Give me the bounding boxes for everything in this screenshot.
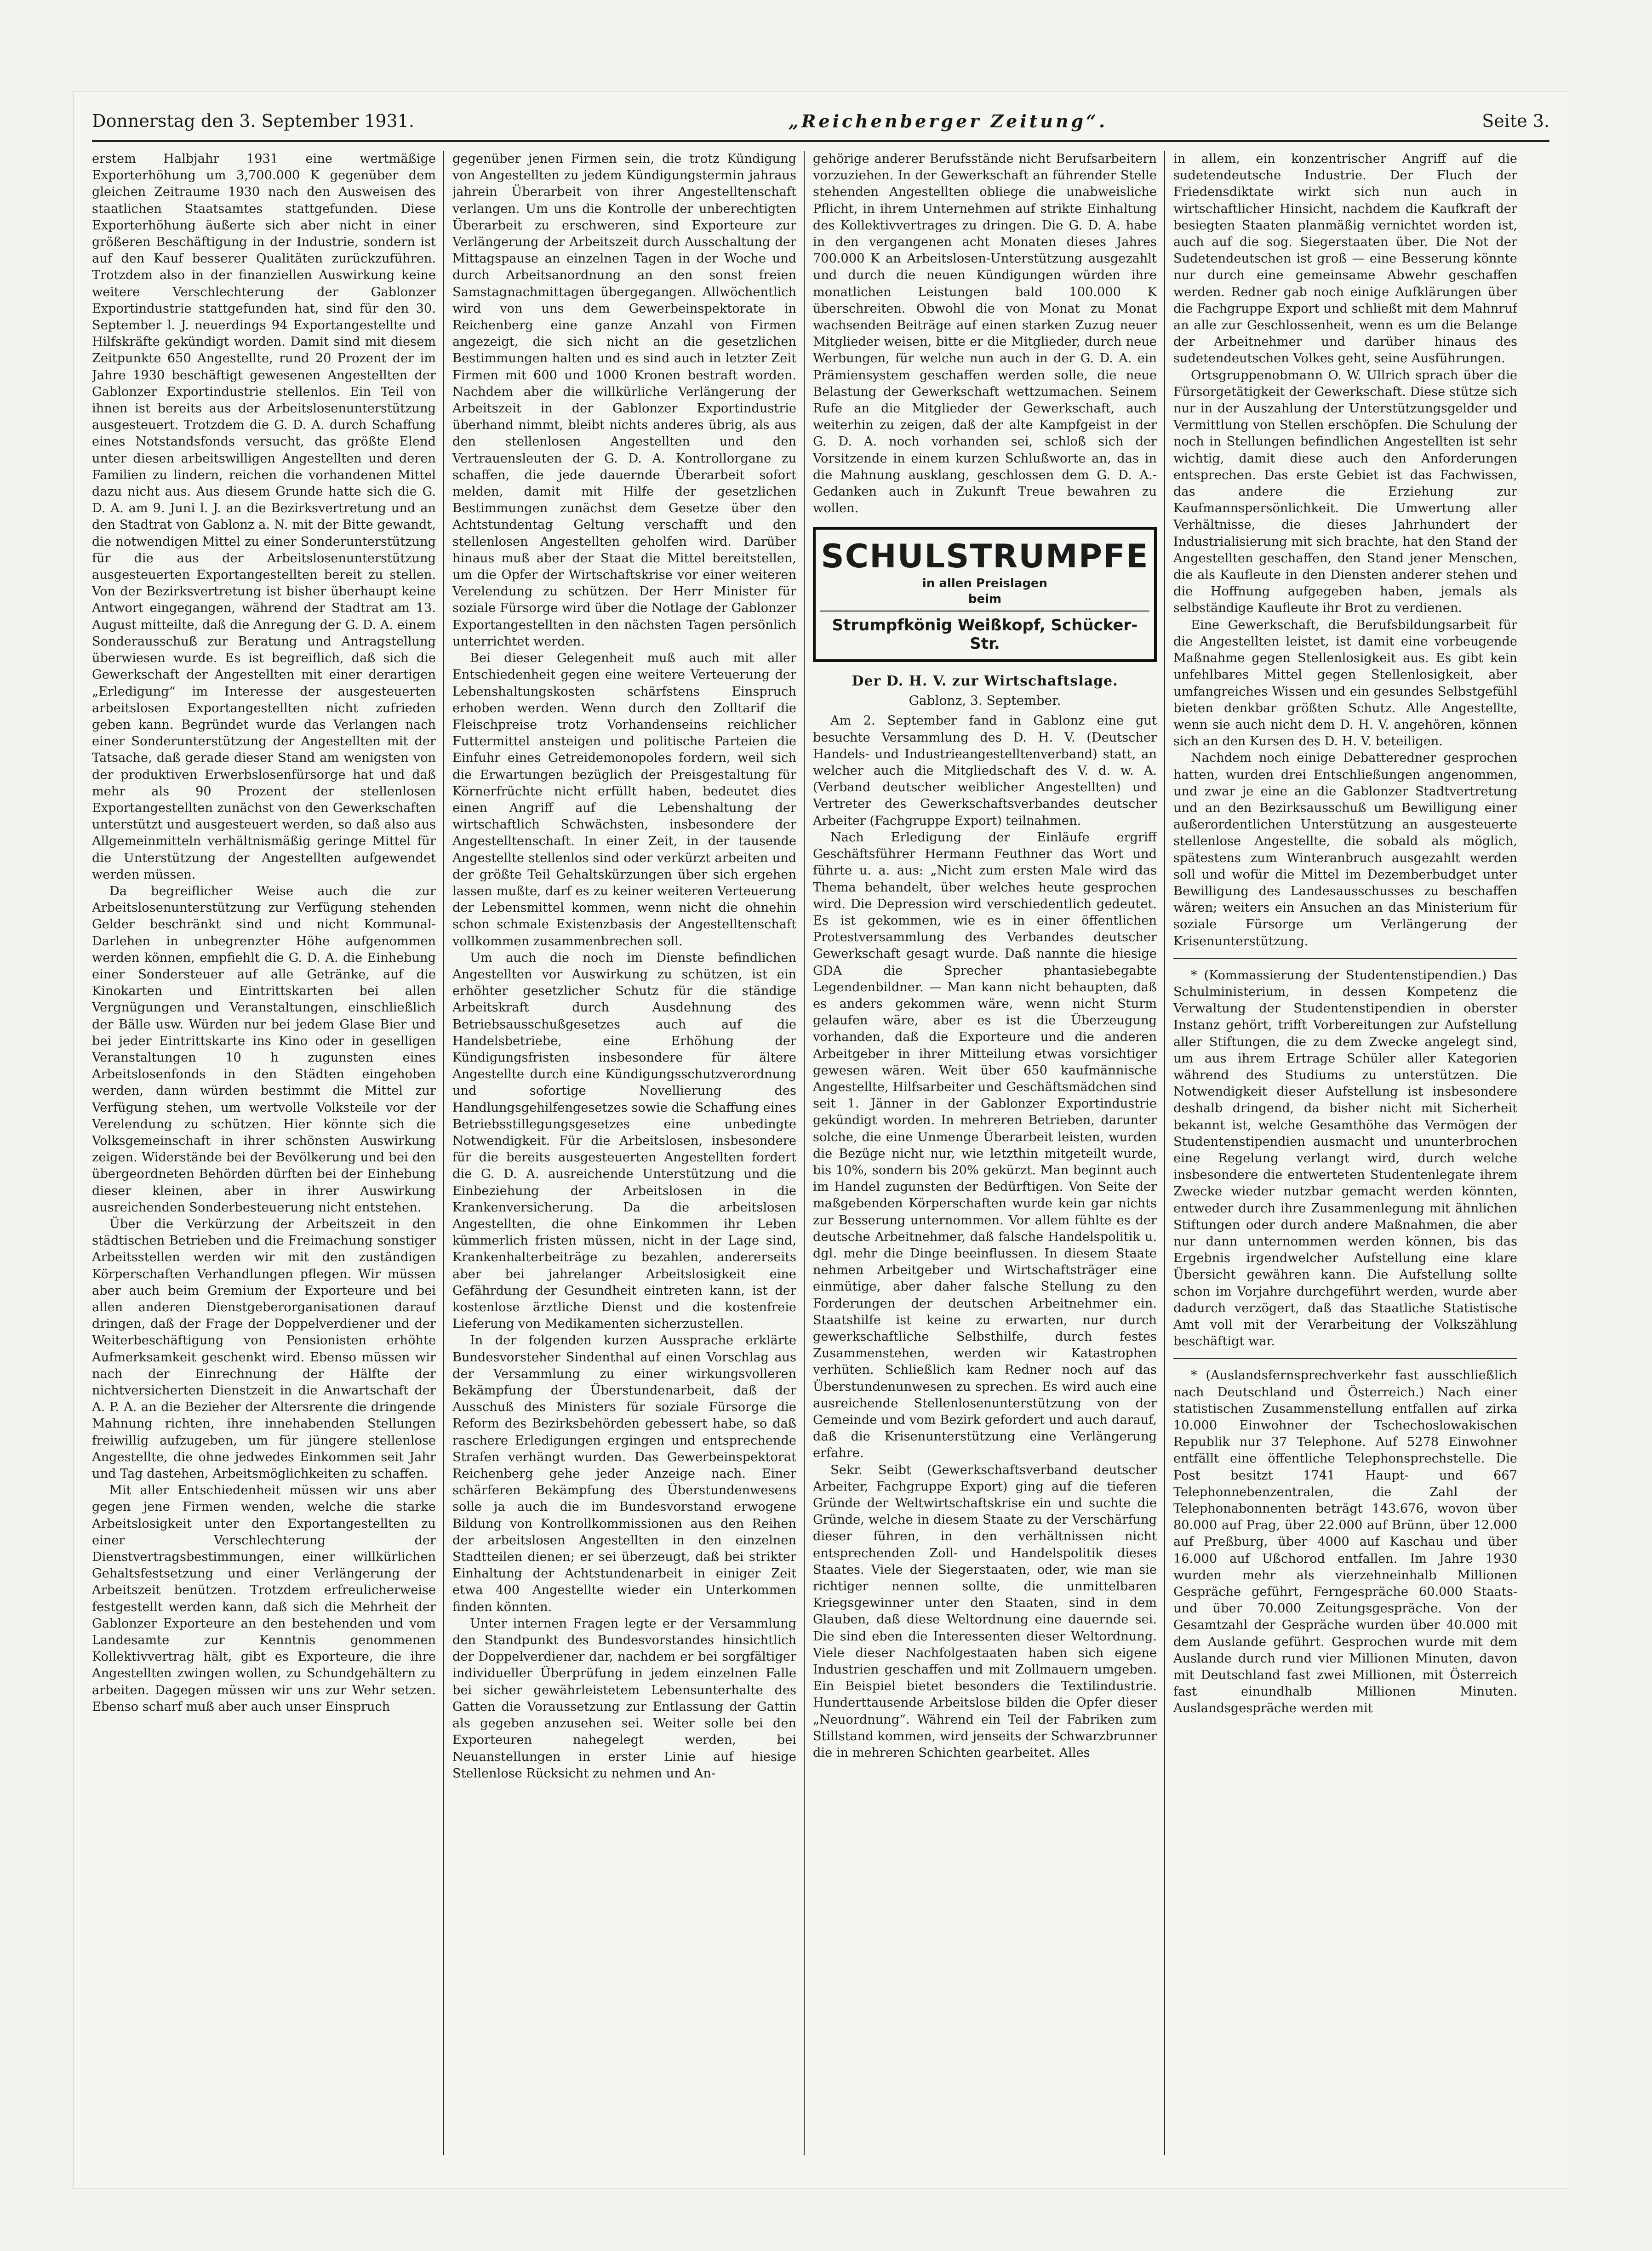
col4-paragraph: * (Auslandsfernsprechverkehr fast ausschließlich nach Deutschland und Österreich.) Nach einer statistischen Zusammenstellung entfallen auf zirka 10.000 Einwohner der Tschechoslowakischen Republik nur 37 Telephone. Auf 5278 Einwohner entfällt eine öffentliche Telephonsprechstelle. Die Post besitzt 1741 Haupt- und 667 Telephonnebenzentralen, die Zahl der Telephonabonnenten beträgt 143.676, wovon über 80.000 auf Prag, über 22.000 auf Brünn, über 12.000 auf Preßburg, über 4000 auf Kaschau und über 16.000 auf Ußchorod entfallen. Im Jahre 1930 wurden mehr als vierzehneinhalb Millionen Gespräche geführt, Ferngespräche 60.000 Staats- und über 70.000 Zeitungsgespräche. Von der Gesamtzahl der Gespräche wurden über 40.000 mit dem Auslande geführt. Gesprochen wurde mit dem Auslande durch rund vier Millionen Minuten, davon mit Deutschland fast zwei Millionen, mit Österreich fast einundhalb Millionen Minuten. Auslandsgespräche werden mit xyxy=(1173,1368,1517,1716)
header-page-number: Seite 3. xyxy=(1482,111,1549,131)
section-separator xyxy=(1173,1358,1517,1359)
page-header xyxy=(92,105,1549,137)
col1-paragraph: erstem Halbjahr 1931 eine wertmäßige Exporterhöhung um 3,700.000 K gegenüber dem gleichen Zeitraume 1930 nach den Ausweisen des staatlichen Staatsamtes stattgefunden. Diese Exporterhöhung äußerte sich aber nicht in einer größeren Beschäftigung in der Industrie, sondern ist auf den Kauf besserer Qualitäten zurückzuführen. Trotzdem also in der finanziellen Auswirkung keine weitere Verschlechterung der Gablonzer Exportindustrie stattgefunden hat, sind für den 30. September l. J. neuerdings 94 Exportangestellte und Hilfskräfte gekündigt worden. Damit sind mit diesem Zeitpunkte 650 Angestellte, rund 20 Prozent der im Jahre 1930 beschäftigt gewesenen Angestellten der Gablonzer Exportindustrie stellenlos. Ein Teil von ihnen ist bereits aus der Arbeitslosenunterstützung ausgesteuert. Trotzdem die G. D. A. durch Schaffung eines Notstandsfonds versucht, das größte Elend unter diesen arbeitswilligen Angestellten und deren Familien zu lindern, reichen die vorhandenen Mittel dazu nicht aus. Aus diesem Grunde hatte sich die G. D. A. am 9. Juni l. J. an die Bezirksvertretung und an den Stadtrat von Gablonz a. N. mit der Bitte gewandt, die notwendigen Mittel zu einer Sonderunterstützung für die aus der Arbeitslosenunterstützung ausgesteuerten Exportangestellten bereit zu stellen. Von der Bezirksvertretung ist bisher überhaupt keine Antwort eingegangen, während der Stadtrat am 13. August mitteilte, daß die Anregung der G. D. A. einem Sonderausschuß zur Beratung und Antragstellung überwiesen wurde. Es ist begreiflich, daß sich die Gewerkschaft der Angestellten mit einer derartigen „Erledigung“ im Interesse der ausgesteuerten arbeitslosen Exportangestellten nicht zufrieden geben kann. Begründet wurde das Verlangen nach einer Sonderunterstützung der Angestellten mit der Tatsache, daß gerade dieser Stand am wenigsten von der produktiven Erwerbslosenfürsorge hat und daß mehr als 90 Prozent der stellenlosen Exportangestellten zunächst von den Gewerkschaften unterstützt und ausgesteuert werden, so daß also aus Allgemeinmitteln verhältnismäßig geringe Mittel für die Unterstützung der Angestellten aufgewendet werden müssen. xyxy=(92,152,436,882)
column-rule xyxy=(1164,151,1165,2155)
col2-paragraph: gegenüber jenen Firmen sein, die trotz Kündigung von Angestellten zu jedem Kündigungstermin jahraus jahrein Überarbeit von ihrer Angestelltenschaft verlangen. Um uns die Kontrolle der unberechtigten Überarbeit zu erschweren, sind Exporteure zur Verlängerung der Arbeitszeit durch Ausschaltung der Mittagspause an einzelnen Tagen in der Woche und durch Arbeitsanordnung an den sonst freien Samstagnachmittagen übergegangen. Allwöchentlich wird von uns dem Gewerbeinspektorate in Reichenberg eine ganze Anzahl von Firmen angezeigt, die sich nicht an die gesetzlichen Bestimmungen halten und es sind auch in letzter Zeit Firmen mit 600 und 1000 Kronen bestraft worden. Nachdem aber die willkürliche Verlängerung der Arbeitszeit in der Gablonzer Exportindustrie überhand nimmt, bleibt nichts anderes übrig, als aus den stellenlosen Angestellten und den Vertrauensleuten der G. D. A. Kontrollorgane zu schaffen, die jede dauernde Überarbeit sofort melden, damit mit Hilfe der gesetzlichen Bestimmungen zunächst dem Gesetze über den Achtstundentag Geltung verschafft und den stellenlosen Angestellten geholfen wird. Darüber hinaus muß aber der Staat die Mittel bereitstellen, um die Opfer der Wirtschaftskrise vor einer weiteren Verelendung zu schützen. Der Herr Minister für soziale Fürsorge wird über die Notlage der Gablonzer Exportangestellten in den nächsten Tagen persönlich unterrichtet werden. xyxy=(452,152,796,649)
column-4 xyxy=(1173,151,1517,2155)
advertisement-schulstrumpfe xyxy=(813,527,1157,662)
col2-paragraph: Bei dieser Gelegenheit muß auch mit aller Entschiedenheit gegen eine weitere Verteuerung der Lebenshaltungskosten schärfstens Einspruch erhoben werden. Wenn durch den Zolltarif die Fleischpreise trotz Vorhandenseins reichlicher Futtermittel ansteigen und politische Parteien die Einfuhr eines Getreidemonopoles fordern, weil sich die Erwartungen bezüglich der Preisgestaltung für Körnerfrüchte nicht erfüllt haben, bedeutet dies einen Angriff auf die Lebenshaltung der wirtschaftlich Schwächsten, insbesondere der Angestelltenschaft. In einer Zeit, in der tausende Angestellte stellenlos sind oder verkürzt arbeiten und der größte Teil Gehaltskürzungen über sich ergehen lassen mußte, darf es zu keiner weiteren Verteuerung der Lebensmittel kommen, wenn nicht die ohnehin schon schmale Existenzbasis der Angestelltenschaft vollkommen zusammenbrechen soll. xyxy=(452,651,796,948)
ad-subtitle-2: beim xyxy=(968,592,1002,606)
header-rule xyxy=(92,140,1549,142)
article-headline: Der D. H. V. zur Wirtschaftslage. xyxy=(852,673,1118,690)
header-masthead: „Reichenberger Zeitung“. xyxy=(788,110,1108,131)
col2-paragraph: Unter internen Fragen legte er der Versammlung den Standpunkt des Bundesvorstandes hinsichtlich der Doppelverdiener dar, nachdem er bei sorgfältiger individueller Überprüfung in jedem einzelnen Falle bei sicher gewährleistetem Lebensunterhalte des Gatten die Voraussetzung zur Entlassung der Gattin als gegeben anzusehen sei. Weiter solle bei den Exporteuren nahegelegt werden, bei Neuanstellungen in erster Linie auf hiesige Stellenlose Rücksicht zu nehmen und An- xyxy=(452,1616,796,1781)
header-date: Donnerstag den 3. September 1931. xyxy=(92,111,414,131)
col3-paragraph: Nach Erledigung der Einläufe ergriff Geschäftsführer Hermann Feuthner das Wort und führte u. a. aus: „Nicht zum ersten Male wird das Thema behandelt, über welches heute gesprochen wird. Die Depression wird verschiedentlich gedeutet. Es ist gekommen, wie es in einer öffentlichen Protestversammlung des Verbandes deutscher Gewerkschaft gesagt wurde. Daß nannte die hiesige GDA die Sprecher phantasiebegabte Legendenbildner. — Man kann nicht behaupten, daß es anders gekommen wäre, wenn nicht Sturm gelaufen wäre, aber es ist die Überzeugung vorhanden, daß die Exporteure und die anderen Arbeitgeber in ihrer Mitteilung etwas vorsichtiger gewesen wären. Weit über 650 kaufmännische Angestellte, Hilfsarbeiter und Geschäftsmädchen sind seit 1. Jänner in der Gablonzer Exportindustrie gekündigt worden. In mehreren Betrieben, darunter solche, die eine Unmenge Überarbeit leisten, wurden die Bezüge nicht nur, wie letzthin mitgeteilt wurde, bis 10%, sondern bis 20% gekürzt. Man beginnt auch im Handel zugunsten der Bedürftigen. Von Seite der maßgebenden Körperschaften wurde kein gar nichts zur Besserung unternommen. Vor allem fühlte es der deutsche Arbeitnehmer, daß falsche Handelspolitik u. dgl. mehr die Dinge beeinflussen. In diesem Staate nehmen Arbeitgeber und Wirtschaftsträger eine einmütige, aber daher falsche Stellung zu den Forderungen der deutschen Arbeitnehmer ein. Staatshilfe ist keine zu erwarten, nur durch gewerkschaftliche Selbsthilfe, durch festes Zusammenstehen, werden wir Katastrophen verhüten. Schließlich kam Redner noch auf das Überstundenunwesen zu sprechen. Es wird auch eine ausreichende Stellenlosenunterstützung von der Gemeinde und vom Bezirk gefordert und auch darauf, daß die Krisenunterstützung eine Verlängerung erfahre. xyxy=(813,830,1157,1461)
col3-paragraph: gehörige anderer Berufsstände nicht Berufsarbeitern vorzuziehen. In der Gewerkschaft an führender Stelle stehenden Angestellten obliege die unabweisliche Pflicht, in ihrem Unternehmen auf strikte Einhaltung des Kollektivvertrages zu dringen. Die G. D. A. habe in den vergangenen acht Monaten dieses Jahres 700.000 K an Arbeitslosen-Unterstützung ausgezahlt und durch die neuen Kündigungen würden ihre monatlichen Leistungen bald 100.000 K überschreiten. Obwohl die von Monat zu Monat wachsenden Beiträge auf einen starken Zuzug neuer Mitglieder weisen, bitte er die Mitglieder, durch neue Werbungen, für welche nun auch in der G. D. A. ein Prämiensystem geschaffen werden solle, die neue Belastung der Gewerkschaft wettzumachen. Seinem Rufe an die Mitglieder der Gewerkschaft, auch weiterhin zu zeigen, daß der alte Kampfgeist in der G. D. A. noch vorhanden sei, schloß sich der Vorsitzende in einem kurzen Schlußworte an, das in die Mahnung ausklang, geschlossen dem G. D. A.-Gedanken auch in Zukunft Treue bewahren zu wollen. xyxy=(813,152,1157,516)
section-separator xyxy=(1173,958,1517,959)
column-rule xyxy=(443,151,444,2155)
column-2 xyxy=(452,151,796,2155)
ad-subtitle: in allen Preislagen xyxy=(922,577,1048,591)
newspaper-page xyxy=(74,92,1568,2188)
ad-store-line: Strumpfkönig Weißkopf, Schücker-Str. xyxy=(820,611,1149,653)
article-dateline: Gablonz, 3. September. xyxy=(909,693,1061,708)
ad-title: SCHULSTRUMPFE xyxy=(821,537,1149,576)
col1-paragraph: Über die Verkürzung der Arbeitszeit in den städtischen Betrieben und die Freimachung sonstiger Arbeitsstellen werden wir mit den zuständigen Körperschaften Verhandlungen pflegen. Wir müssen aber auch beim Gremium der Exporteure und bei allen anderen Dienstgeberorganisationen darauf dringen, daß der Frage der Doppelverdiener und der Weiterbeschäftigung von Pensionisten erhöhte Aufmerksamkeit geschenkt wird. Ebenso müssen wir nach der Einrechnung der Hälfte der nichtversicherten Dienstzeit in die Anwartschaft der A. P. A. an die Bezieher der Altersrente die dringende Mahnung richten, ihre innehabenden Stellungen freiwillig aufzugeben, um für jüngere stellenlose Angestellte, die ohne jedwedes Einkommen seit Jahr und Tag dastehen, Arbeitsmöglichkeiten zu schaffen. xyxy=(92,1217,436,1481)
column-1 xyxy=(92,151,436,2155)
col2-paragraph: Um auch die noch im Dienste befindlichen Angestellten vor Auswirkung zu schützen, ist ein erhöhter gesetzlicher Schutz für die ständige Arbeitskraft durch Ausdehnung des Betriebsausschußgesetzes auch auf die Handelsbetriebe, eine Erhöhung der Kündigungsfristen insbesondere für ältere Angestellte durch eine Kündigungsschutzverordnung und sofortige Novellierung des Handlungsgehilfengesetzes sowie die Schaffung eines Betriebsstillegungsgesetzes eine unbedingte Notwendigkeit. Für die Arbeitslosen, insbesondere für die bereits ausgesteuerten Angestellten fordert die G. D. A. ausreichende Unterstützung und die Einbeziehung der Arbeitslosen in die Krankenversicherung. Da die arbeitslosen Angestellten, die ohne Einkommen ihr Leben kümmerlich fristen müssen, nicht in der Lage sind, Krankenhalterbeiträge zu bezahlen, andererseits aber bei jahrelanger Arbeitslosigkeit eine Gefährdung der Gesundheit eintreten kann, ist der kostenlose ärztliche Dienst und die kostenfreie Lieferung von Medikamenten sicherzustellen. xyxy=(452,950,796,1331)
col4-paragraph: Eine Gewerkschaft, die Berufsbildungsarbeit für die Angestellten leistet, ist damit eine vorbeugende Maßnahme gegen Stellenlosigkeit aus. Es gibt kein unfehlbares Mittel gegen Stellenlosigkeit, aber umfangreiches Wissen und ein gesundes Selbstgefühl bieten denkbar größten Schutz. Alle Angestellte, wenn sie auch nicht dem D. H. V. angehören, können sich an den Kursen des D. H. V. beteiligen. xyxy=(1173,617,1517,749)
col4-paragraph: Ortsgruppenobmann O. W. Ullrich sprach über die Fürsorgetätigkeit der Gewerkschaft. Diese stütze sich nur in der Auszahlung der Unterstützungsgelder und Vermittlung von Stellen erschöpfen. Die Schulung der noch in Stellungen befindlichen Angestellten ist sehr wichtig, damit diese auch den Anforderungen entsprechen. Das erste Gebiet ist das Fachwissen, das andere die Erziehung zur Kaufmannspersönlichkeit. Die Umwertung aller Verhältnisse, die dieses Jahrhundert der Industrialisierung mit sich brachte, hat den Stand der Angestellten geschaffen, den Stand jener Menschen, die als Kaufleute in den Diensten anderer stehen und die Hoffnung aufgegeben haben, jemals als selbständige Kaufleute ihr Brot zu verdienen. xyxy=(1173,368,1517,616)
col3-paragraph: Sekr. Seibt (Gewerkschaftsverband deutscher Arbeiter, Fachgruppe Export) ging auf die tieferen Gründe der Weltwirtschaftskrise ein und suchte die Gründe, welche in diesem Staate zu der Verschärfung dieser führen, in den verhältnissen nicht entsprechenden Zoll- und Handelspolitik dieses Staates. Viele der Siegerstaaten, oder, wie man sie richtiger nennen sollte, die unmittelbaren Kriegsgewinner unter den Staaten, sind in dem Glauben, daß diese Weltordnung eine dauernde sei. Die sind eben die Interessenten dieser Weltordnung. Viele dieser Nachfolgestaaten haben sich eigene Industrien geschaffen und mit Zollmauern umgeben. Ein Beispiel bietet besonders die Textilindustrie. Hunderttausende Arbeitslose bilden die Opfer dieser „Neuordnung“. Während ein Teil der Fabriken zum Stillstand kommen, wird jenseits der Schwarzbrunner die in mehreren Schichten gearbeitet. Alles xyxy=(813,1463,1157,1760)
col1-paragraph: Mit aller Entschiedenheit müssen wir uns aber gegen jene Firmen wenden, welche die starke Arbeitslosigkeit unter den Exportangestellten zu einer Verschlechterung der Dienstvertragsbestimmungen, einer willkürlichen Gehaltsfestsetzung und einer Verlängerung der Arbeitszeit benützen. Trotzdem erfreulicherweise festgestellt werden kann, daß sich die Mehrheit der Gablonzer Exporteure an den bestehenden und vom Landesamte zur Kenntnis genommenen Kollektivvertrag hält, gibt es Exporteure, die ihre Angestellten zwingen wollen, zu Schundgehältern zu arbeiten. Dagegen müssen wir uns zur Wehr setzen. Ebenso scharf muß aber auch unser Einspruch xyxy=(92,1483,436,1714)
col3-paragraph: Am 2. September fand in Gablonz eine gut besuchte Versammlung des D. H. V. (Deutscher Handels- und Industrieangestelltenverband) statt, an welcher auch die Mitgliedschaft des V. d. w. A. (Verband deutscher weiblicher Angestellten) und Vertreter des Gewerkschaftsverbandes deutscher Arbeiter (Fachgruppe Export) teilnahmen. xyxy=(813,714,1157,828)
col4-paragraph: in allem, ein konzentrischer Angriff auf die sudetendeutsche Industrie. Der Fluch der Friedensdiktate wirkt sich nun auch in wirtschaftlicher Hinsicht, nachdem die Kaufkraft der besiegten Staaten planmäßig vernichtet worden ist, auch auf die sog. Siegerstaaten über. Die Not der Sudetendeutschen ist groß — eine Besserung könnte nur durch eine gemeinsame Abwehr geschaffen werden. Redner gab noch einige Aufklärungen über die Fachgruppe Export und schließt mit dem Mahnruf an alle zur Geschlossenheit, wenn es um die Belange der Arbeitnehmer und darüber hinaus des sudetendeutschen Volkes geht, seine Ausführungen. xyxy=(1173,152,1517,366)
col2-paragraph: In der folgenden kurzen Aussprache erklärte Bundesvorsteher Sindenthal auf einen Vorschlag aus der Versammlung zu einer wirkungsvolleren Bekämpfung der Überstundenarbeit, daß der Ausschuß des Ministers für soziale Fürsorge die Reform des Bezirksbehörden gebessert habe, so daß raschere Erledigungen ergingen und entsprechende Strafen verhängt wurden. Das Gewerbeinspektorat Reichenberg gehe jeder Anzeige nach. Einer schärferen Bekämpfung des Überstundenwesens solle ja auch die im Bundesvorstand erwogene Bildung von Kontrollkommissionen aus den Reihen der arbeitslosen Angestellten in den einzelnen Stadtteilen dienen; er sei überzeugt, daß bei strikter Einhaltung der Achtstundenarbeit in einiger Zeit etwa 400 Angestellte wieder ein Unterkommen finden könnten. xyxy=(452,1333,796,1614)
col1-paragraph: Da begreiflicher Weise auch die zur Arbeitslosenunterstützung zur Verfügung stehenden Gelder beschränkt sind und nicht Kommunal-Darlehen in unbegrenzter Höhe aufgenommen werden können, empfiehlt die G. D. A. die Einhebung einer Sondersteuer auf alle Getränke, auf die Kinokarten und Eintrittskarten bei allen Vergnügungen und Veranstaltungen, einschließlich der Bälle usw. Würden nur bei jedem Glase Bier und bei jeder Eintrittskarte ins Kino oder in geselligen Veranstaltungen 10 h zugunsten eines Arbeitslosenfonds in den Städten eingehoben werden, dann würden bestimmt die Mittel zur Verfügung stehen, um wertvolle Volksteile vor der Verelendung zu schützen. Hier könnte sich die Volksgemeinschaft in ihrer schönsten Auswirkung zeigen. Widerstände bei der Bevölkerung und bei den übergeordneten Behörden dürften bei der Einhebung dieser kleinen, aber in ihrer Auswirkung ausreichenden Sonderbesteuerung nicht entstehen. xyxy=(92,884,436,1215)
column-3 xyxy=(813,151,1157,2155)
col4-paragraph: Nachdem noch einige Debatteredner gesprochen hatten, wurden drei Entschließungen angenommen, und zwar je eine an die Gablonzer Stadtvertretung und an den Bezirksausschuß um Bewilligung einer außerordentlichen Unterstützung an ausgesteuerte stellenlose Angestellte, die sobald als möglich, spätestens zum Winteranbruch ausgezahlt werden soll und wofür die Mittel im Dezemberbudget unter Bewilligung des Landesausschusses zu beschaffen wären; weiters ein Ansuchen an das Ministerium für soziale Fürsorge um Verlängerung der Krisenunterstützung. xyxy=(1173,751,1517,948)
column-rule xyxy=(804,151,805,2155)
col4-paragraph: * (Kommassierung der Studentenstipendien.) Das Schulministerium, in dessen Kompetenz die Verwaltung der Studentenstipendien in oberster Instanz gehört, trifft Vorbereitungen zur Aufstellung aller Stiftungen, die zu dem Zwecke angelegt sind, um aus ihrem Ertrage Schüler aller Kategorien während des Studiums zu unterstützen. Die Notwendigkeit dieser Aufstellung ist insbesondere deshalb dringend, da bisher nicht mit Sicherheit bekannt ist, welche Gesamthöhe das Vermögen der Studentenstipendien ausmacht und ununterbrochen eine Regelung verlangt wird, durch welche insbesondere die entwerteten Studentenlegate ihrem Zwecke wieder nutzbar gemacht werden könnten, entweder durch ihre Zusammenlegung mit ähnlichen Stiftungen oder durch andere Maßnahmen, die aber nur dann unternommen werden können, bis das Ergebnis irgendwelcher Aufstellung eine klare Übersicht gewähren kann. Die Aufstellung sollte schon im Vorjahre durchgeführt werden, wurde aber dadurch verzögert, daß das Staatliche Statistische Amt voll mit der Verarbeitung der Volkszählung beschäftigt war. xyxy=(1173,968,1517,1349)
